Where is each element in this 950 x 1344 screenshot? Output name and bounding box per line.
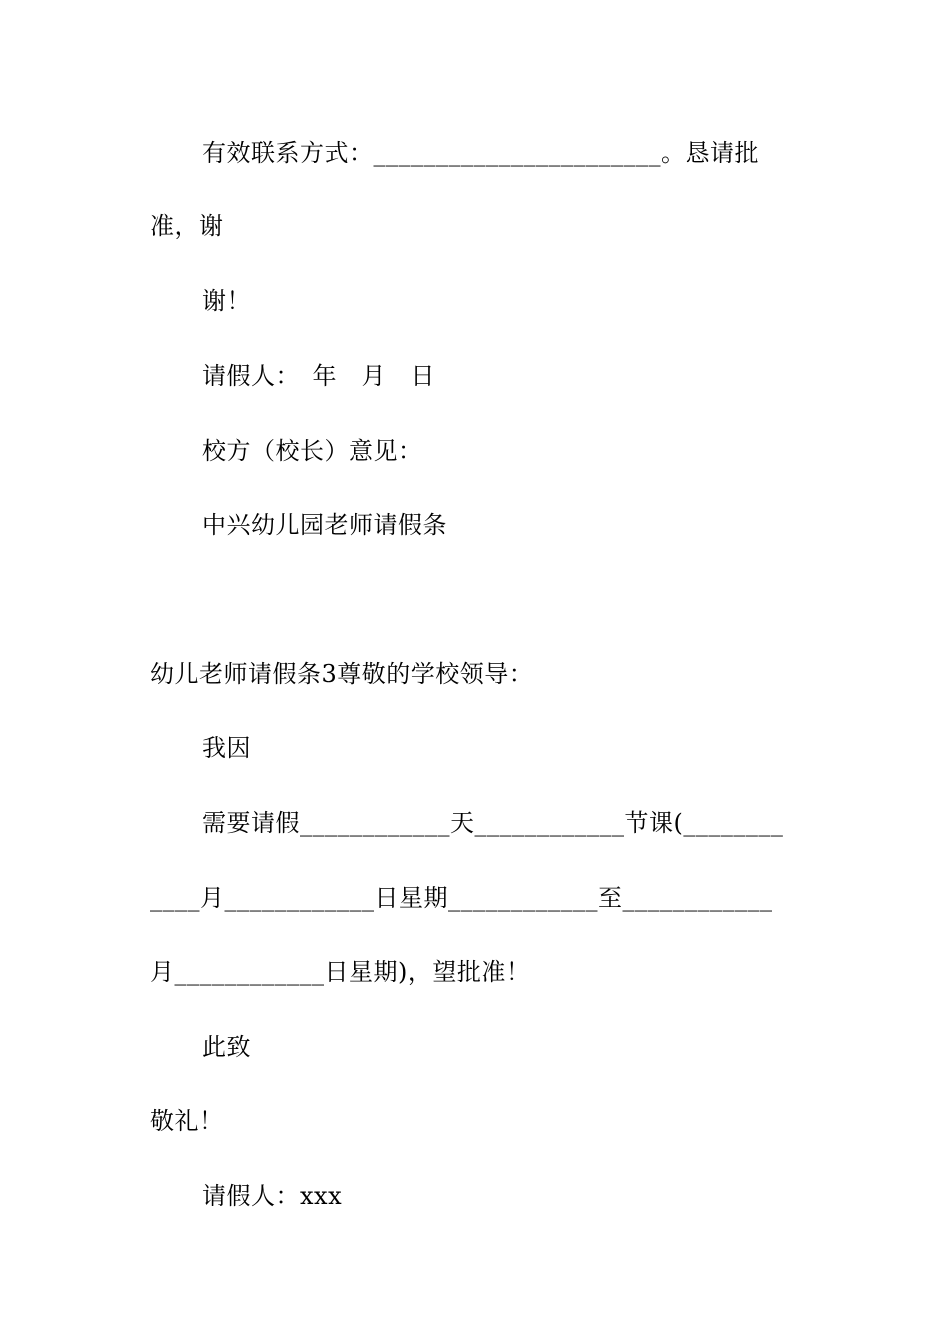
applicant-date-line: 请假人： 年 月 日 [202,362,435,390]
principal-opinion-line: 校方（校长）意见： [202,437,423,465]
leave-duration-line: 需要请假____________天____________节课(________ [202,809,784,837]
letter-heading-line: 幼儿老师请假条3尊敬的学校领导： [150,660,534,688]
contact-info-line: 有效联系方式：_______________________。恳请批 [202,139,759,167]
approval-request-line: 准，谢 [150,212,224,240]
thanks-line: 谢！ [202,287,251,315]
applicant-signature-line: 请假人：xxx [202,1182,343,1210]
organization-name-line: 中兴幼儿园老师请假条 [202,511,447,539]
salutation-line: 敬礼！ [150,1107,224,1135]
reason-line: 我因 [202,734,251,762]
leave-end-line: 月____________日星期)，望批准！ [150,958,531,986]
closing-line: 此致 [202,1033,251,1061]
leave-dates-line: ____月____________日星期____________至____________ [150,884,773,912]
